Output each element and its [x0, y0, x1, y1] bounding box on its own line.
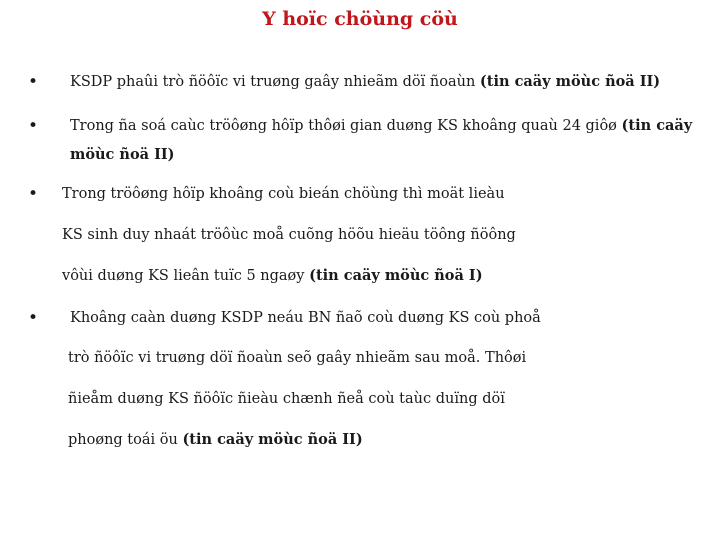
evidence-level: (tin caäy möùc ñoä I) — [309, 267, 483, 284]
bullet-line — [62, 184, 505, 204]
evidence-level: (tin caäy möùc ñoä II) — [479, 73, 661, 90]
bullet-dot-icon: • — [28, 308, 39, 328]
bullet-dot-icon: • — [28, 184, 39, 204]
bullet-text: Khoâng caàn duøng KSDP neáu BN ñaõ coù duøng KS coù phoå — [70, 310, 541, 326]
evidence-level: (tin caäy möùc ñoä II) — [182, 431, 363, 448]
bullet-text: Trong tröôøng hôïp khoâng coù bieán chöùng thì moät lieàu — [62, 186, 505, 202]
bullet-text: ñieåm duøng KS ñöôïc ñieàu chænh ñeå coù taùc duïng döï — [68, 391, 505, 407]
bullet-text: trò ñöôïc vi truøng döï ñoaùn seõ gaây nhieãm sau moå. Thôøi — [68, 350, 527, 366]
bullet-line — [70, 72, 660, 92]
bullet-line — [68, 430, 363, 450]
bullet-text: Trong ña soá caùc tröôøng hôïp thôøi gian duøng KS khoâng quaù 24 giôø — [70, 118, 622, 134]
slide-title: Y hoïc chöùng cöù — [262, 8, 458, 30]
bullet-line — [70, 308, 541, 328]
bullet-line — [62, 225, 516, 245]
evidence-level: möùc ñoä II) — [70, 146, 175, 163]
bullet-dot-icon: • — [28, 72, 39, 92]
bullet-text: vôùi duøng KS lieân tuïc 5 ngaøy — [62, 268, 310, 284]
bullet-line — [70, 145, 175, 165]
bullet-text: phoøng toái öu — [68, 432, 183, 448]
bullet-dot-icon: • — [28, 116, 39, 136]
bullet-line — [62, 266, 483, 286]
evidence-level: (tin caäy — [621, 117, 693, 134]
bullet-line — [68, 389, 505, 409]
bullet-line — [70, 116, 692, 136]
bullet-text: KSDP phaûi trò ñöôïc vi truøng gaây nhieãm döï ñoaùn — [70, 74, 480, 90]
bullet-text: KS sinh duy nhaát tröôùc moå cuõng höõu hieäu töông ñöông — [62, 227, 516, 243]
bullet-line — [68, 348, 526, 368]
